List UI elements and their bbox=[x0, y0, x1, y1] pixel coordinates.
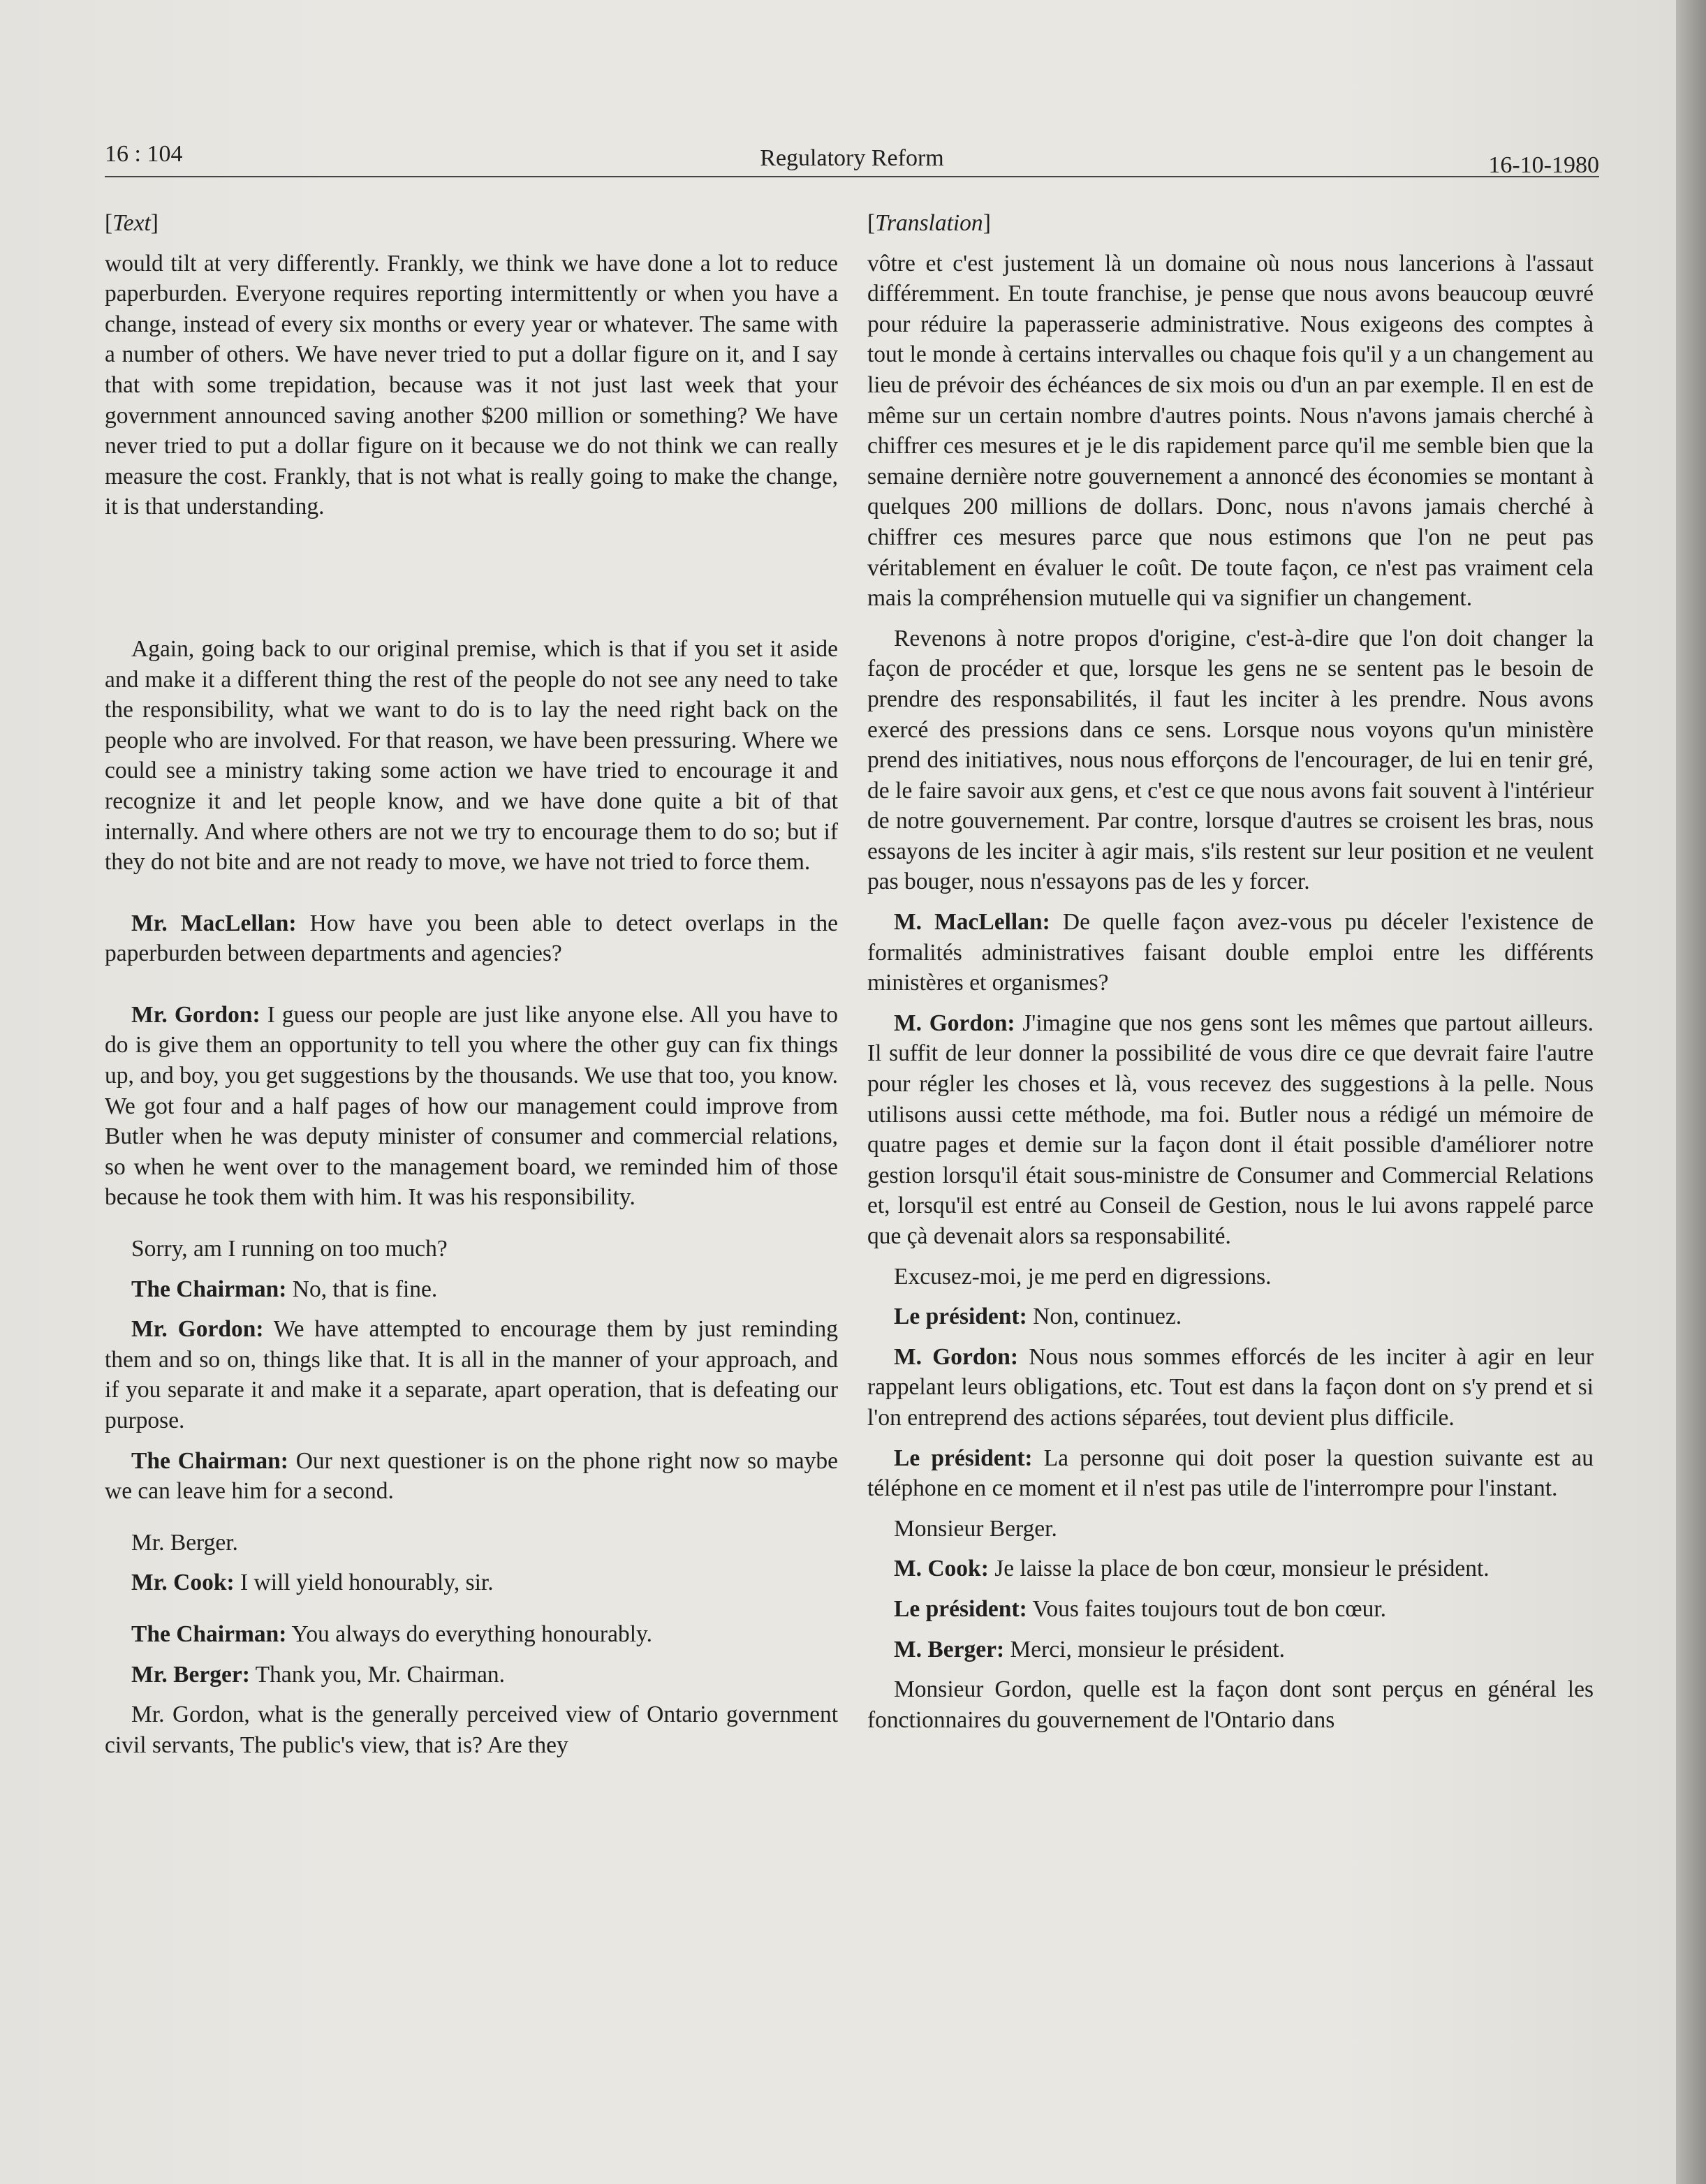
paragraph: Le président: La personne qui doit poser la question suivante est au téléphone en ce moment et il n'est pas utile de l'interrompre pour l'instant. bbox=[867, 1445, 1594, 1502]
speaker: Mr. Cook: bbox=[131, 1570, 235, 1596]
paragraph: The Chairman: You always do everything honourably. bbox=[131, 1621, 652, 1647]
paragraph: Monsieur Berger. bbox=[894, 1515, 1057, 1542]
paragraph: Mr. Gordon, what is the generally perceived view of Ontario government civil servants, The public's view, that is? Are they bbox=[105, 1702, 838, 1758]
speaker: Le président: bbox=[894, 1595, 1027, 1622]
paragraph: Mr. Cook: I will yield honourably, sir. bbox=[131, 1570, 494, 1596]
speaker: M. Berger: bbox=[894, 1636, 1005, 1662]
column-label: [Text] bbox=[105, 210, 159, 236]
paragraph: Le président: Vous faites toujours tout de bon cœur. bbox=[894, 1595, 1387, 1622]
speaker: Mr. MacLellan: bbox=[131, 910, 297, 936]
speaker: Le président: bbox=[894, 1304, 1027, 1330]
paragraph: M. MacLellan: De quelle façon avez-vous pu déceler l'existence de formalités administratives faisant double emploi entre les différents ministères et organismes? bbox=[867, 909, 1594, 996]
paragraph: Mr. MacLellan: How have you been able to detect overlaps in the paperburden between departments and agencies? bbox=[105, 910, 839, 967]
paragraph: The Chairman: No, that is fine. bbox=[131, 1276, 438, 1302]
paragraph: Le président: Non, continuez. bbox=[894, 1304, 1182, 1330]
speaker: M. Cook: bbox=[894, 1556, 989, 1582]
speaker: Mr. Berger: bbox=[131, 1661, 250, 1688]
speaker: M. Gordon: bbox=[894, 1010, 1015, 1036]
speaker: Le président: bbox=[894, 1445, 1033, 1471]
paragraph: Monsieur Gordon, quelle est la façon dont sont perçus en général les fonctionnaires du gouvernement de l'Ontario dans bbox=[867, 1676, 1594, 1733]
speaker: The Chairman: bbox=[131, 1276, 287, 1302]
speaker: The Chairman: bbox=[131, 1447, 288, 1474]
header-date: 16-10-1980 bbox=[1488, 152, 1599, 178]
paragraph: Mr. Gordon: We have attempted to encourage them by just reminding them and so on, things like that. It is all in the manner of your approach, and if you separate it and make it a separate, apart operation, that is defeating our purpose. bbox=[105, 1316, 839, 1433]
paragraph: M. Cook: Je laisse la place de bon cœur, monsieur le président. bbox=[894, 1556, 1490, 1582]
speaker: Mr. Gordon: bbox=[131, 1316, 264, 1343]
paragraph: M. Gordon: J'imagine que nos gens sont les mêmes que partout ailleurs. Il suffit de leur donner la possibilité de vous dire ce que devrait faire l'autre pour régler les choses et là, vous recevez des suggestions à la pelle. Nous utilisons aussi cette méthode, ma foi. Butler nous a rédigé un mémoire de quatre pages et demie sur la façon dont il était possible d'améliorer notre gestion lorsqu'il était sous-ministre de Consumer and Commercial Relations et, lorsqu'il est entré au Conseil de Gestion, nous le lui avons rappelé parce que çà devenait alors sa responsabilité. bbox=[867, 1010, 1594, 1249]
paragraph: M. Berger: Merci, monsieur le président. bbox=[894, 1636, 1285, 1662]
paragraph: Sorry, am I running on too much? bbox=[131, 1236, 448, 1262]
speaker: The Chairman: bbox=[131, 1621, 287, 1647]
speaker: M. MacLellan: bbox=[894, 909, 1050, 936]
speaker: Mr. Gordon: bbox=[131, 1001, 260, 1028]
running-title: Regulatory Reform bbox=[760, 145, 944, 171]
page-number: 16 : 104 bbox=[105, 141, 183, 167]
book-binding-edge bbox=[1676, 0, 1706, 2184]
paragraph: Again, going back to our original premise, which is that if you set it aside and make it a different thing the rest of the people do not see any need to take the responsibility, what we want to do is to lay the need right back on the people who are involved. For that reason, we have been pressuring. Where we could see a ministry taking some action we have tried to encourage it and recognize it and let people know, and we have done quite a bit of that internally. And where others are not we try to encourage them to do so; but if they do not bite and are not ready to move, we have not tried to force them. bbox=[105, 635, 838, 876]
paragraph: Mr. Berger: Thank you, Mr. Chairman. bbox=[131, 1661, 505, 1688]
paragraph: Mr. Gordon: I guess our people are just like anyone else. All you have to do is give them an opportunity to tell you where the other guy can fix things up, and boy, you get suggestions by the thousands. We use that too, you know. We got four and a half pages of how our management could improve from Butler when he was deputy minister of consumer and commercial relations, so when he went over to the management board, we reminded him of those because he took them with him. It was his responsibility. bbox=[105, 1001, 839, 1211]
paragraph: The Chairman: Our next questioner is on the phone right now so maybe we can leave him for a second. bbox=[105, 1447, 838, 1505]
paragraph: would tilt at very differently. Frankly, we think we have done a lot to reduce paperburden. Everyone requires reporting intermittently or when you have a change, instead of every six months or every year or whatever. The same with a number of others. We have never tried to put a dollar figure on it, and I say that with some trepidation, because was it not just last week that your government announced saving another $200 million or something? We have never tried to put a dollar figure on it because we do not think we can really measure the cost. Frankly, that is not what is really going to make the change, it is that understanding. bbox=[105, 250, 838, 520]
paragraph: Excusez-moi, je me perd en digressions. bbox=[894, 1263, 1272, 1290]
speaker: M. Gordon: bbox=[894, 1343, 1019, 1370]
paragraph: Revenons à notre propos d'origine, c'est-à-dire que l'on doit changer la façon de procéder et que, lorsque les gens ne se sentent pas le besoin de prendre des responsabilités, il faut les inciter à les prendre. Nous avons exercé des pressions dans ce sens. Lorsque nous voyons qu'un ministère prend des initiatives, nous nous efforçons de l'encourager, de lui en tenir gré, de le faire savoir aux gens, et c'est ce que nous avons fait souvent à l'intérieur de notre gouvernement. Par contre, lorsque d'autres se croisent les bras, nous essayons de les inciter à agir mais, s'ils restent sur leur position et ne veulent pas bouger, nous n'essayons pas de les y forcer. bbox=[867, 625, 1594, 895]
page-header bbox=[105, 137, 1599, 177]
french-column bbox=[867, 208, 1594, 1745]
paragraph: vôtre et c'est justement là un domaine où nous nous lancerions à l'assaut différemment. En toute franchise, je pense que nous avons beaucoup œuvré pour réduire la paperasserie administrative. Nous exigeons des comptes à tout le monde à certains intervalles ou chaque fois qu'il y a un changement au lieu de prévoir des échéances de six mois ou d'un an par exemple. Il en est de même sur un certain nombre d'autres points. Nous n'avons jamais cherché à chiffrer ces mesures et je le dis rapidement parce qu'il me semble bien que la semaine dernière notre gouvernement a annoncé des économies se montant à quelques 200 millions de dollars. Donc, nous n'avons jamais cherché à chiffrer ces mesures parce que nous estimons que l'on ne peut pas véritablement en évaluer le coût. De toute façon, ce n'est pas vraiment cela mais la compréhension mutuelle qui va signifier un changement. bbox=[867, 250, 1594, 612]
column-label: [Translation] bbox=[867, 210, 991, 236]
paragraph: Mr. Berger. bbox=[131, 1529, 238, 1556]
english-column bbox=[105, 208, 838, 1770]
paragraph: M. Gordon: Nous nous sommes efforcés de les inciter à agir en leur rappelant leurs obligations, etc. Tout est dans la façon dont on s'y prend et si l'on entreprend des actions séparées, tout devient plus difficile. bbox=[867, 1343, 1594, 1431]
